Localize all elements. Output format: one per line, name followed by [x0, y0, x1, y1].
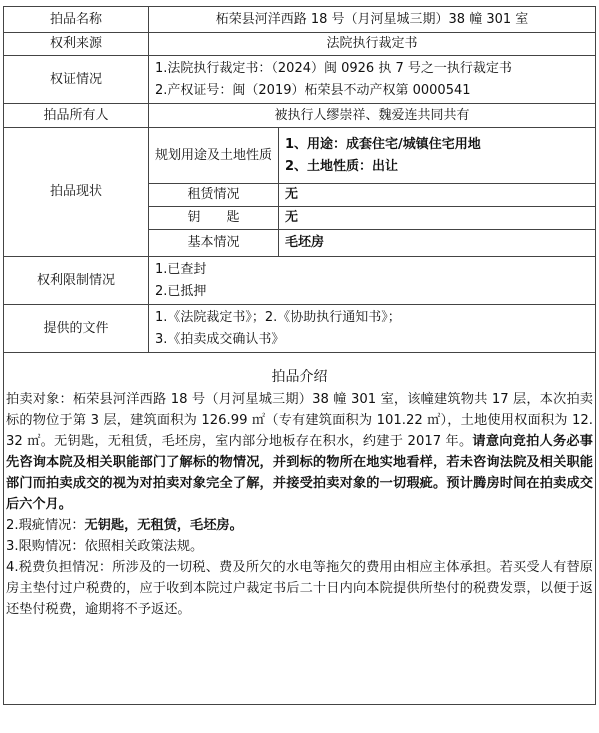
basic-value: 毛坯房 — [279, 230, 596, 257]
item-name-value: 柘荣县河洋西路 18 号（月河星城三期）38 幢 301 室 — [149, 7, 596, 33]
intro-p1-bold-text: 请意向竞拍人务必事先咨询本院及相关职能部门了解标的物情况，并到标的物所在地实地看样，若未咨询法院及相关职能部门而拍卖成交的视为对拍卖对象完全了解，并接受拍卖对象的一切瑕疵。预计腾房时间在拍卖成交后六个月。 — [6, 434, 593, 512]
intro-p2-label: 2.瑕疵情况： — [6, 518, 85, 533]
certificate-value — [149, 56, 596, 104]
lease-label: 租赁情况 — [149, 184, 279, 207]
certificate-line-1: 1.法院执行裁定书：（2024）闽 0926 执 7 号之一执行裁定书 — [155, 60, 512, 76]
row-status-planning — [4, 128, 596, 184]
owner-value: 被执行人缪崇祥、魏爱连共同共有 — [149, 104, 596, 128]
row-rights-source — [4, 33, 596, 56]
documents-line-2: 3.《拍卖成交确认书》 — [155, 331, 285, 347]
documents-label: 提供的文件 — [4, 305, 149, 353]
restriction-value — [149, 257, 596, 305]
lease-value: 无 — [279, 184, 596, 207]
row-intro — [4, 353, 596, 705]
auction-info-table — [3, 6, 596, 705]
intro-paragraph-2 — [6, 515, 593, 536]
row-documents — [4, 305, 596, 353]
restriction-line-2: 2.已抵押 — [155, 283, 207, 299]
restriction-label: 权利限制情况 — [4, 257, 149, 305]
rights-source-label: 权利来源 — [4, 33, 149, 56]
intro-section — [4, 353, 596, 705]
intro-title: 拍品介绍 — [271, 369, 328, 385]
row-restriction — [4, 257, 596, 305]
restriction-line-1: 1.已查封 — [155, 261, 207, 277]
row-item-name — [4, 7, 596, 33]
certificate-line-2: 2.产权证号：闽（2019）柘荣县不动产权第 0000541 — [155, 82, 471, 98]
owner-label: 拍品所有人 — [4, 104, 149, 128]
key-label: 钥 匙 — [149, 207, 279, 230]
planning-line-1: 1、用途：成套住宅/城镇住宅用地 — [285, 136, 481, 152]
status-label: 拍品现状 — [4, 128, 149, 257]
intro-paragraph-3: 3.限购情况：依照相关政策法规。 — [6, 539, 204, 554]
rights-source-value: 法院执行裁定书 — [149, 33, 596, 56]
planning-value — [279, 128, 596, 184]
planning-label: 规划用途及土地性质 — [149, 128, 279, 184]
item-name-label: 拍品名称 — [4, 7, 149, 33]
documents-value — [149, 305, 596, 353]
intro-paragraph-1 — [6, 389, 593, 515]
intro-p1-text: 拍卖对象：柘荣县河洋西路 18 号（月河星城三期）38 幢 301 室，该幢建筑物共 17 层，本次拍卖标的物位于第 3 层，建筑面积为 126.99 ㎡（专有建筑面积为 101.22 ㎡），土地使用权面积为 12.32 ㎡。无钥匙，无租赁，毛坯房，室内部分地板存在积水，约建于 2017 年。 — [6, 392, 593, 449]
row-certificate — [4, 56, 596, 104]
intro-paragraph-4: 4.税费负担情况：所涉及的一切税、费及所欠的水电等拖欠的费用由相应主体承担。若买受人有替原房主垫付过户税费的，应于收到本院过户裁定书后二十日内向本院提供所垫付的税费发票，以便于返还垫付税费，逾期将不予返还。 — [6, 560, 593, 617]
intro-p2-bold-text: 无钥匙，无租赁，毛坯房。 — [84, 518, 243, 533]
basic-label: 基本情况 — [149, 230, 279, 257]
certificate-label: 权证情况 — [4, 56, 149, 104]
row-owner — [4, 104, 596, 128]
documents-line-1: 1.《法院裁定书》；2.《协助执行通知书》； — [155, 309, 401, 325]
planning-line-2: 2、土地性质：出让 — [285, 158, 399, 174]
key-value: 无 — [279, 207, 596, 230]
